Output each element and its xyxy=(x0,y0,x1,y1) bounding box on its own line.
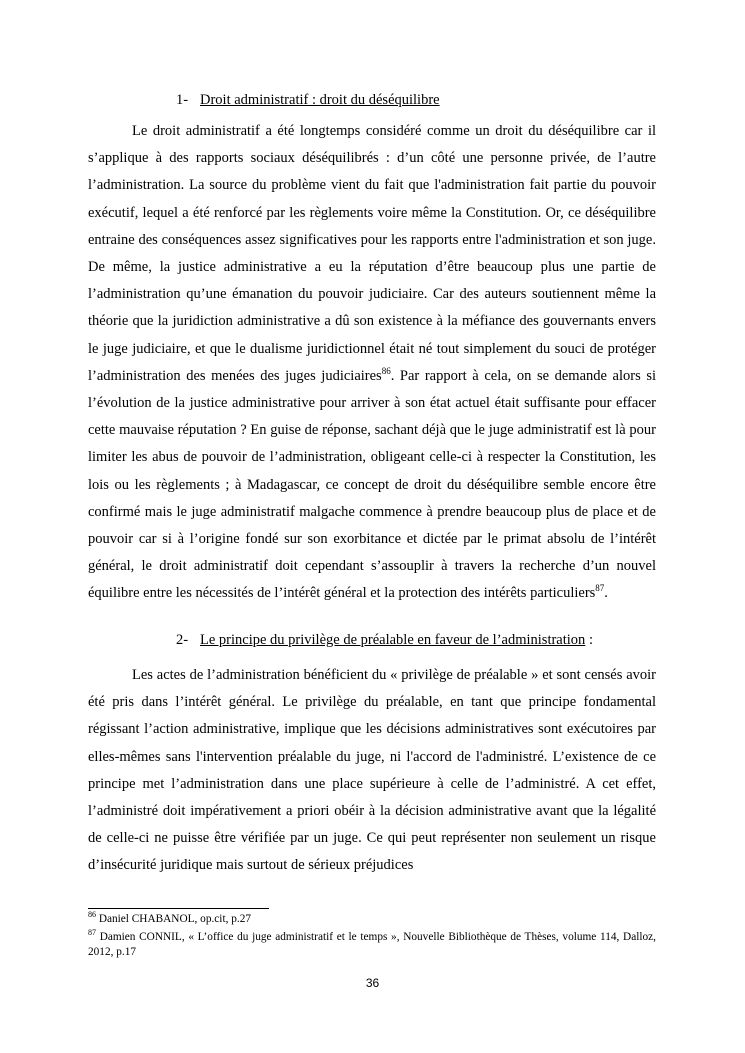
footnote-87-text: Damien CONNIL, « L’office du juge administratif et le temps », Nouvelle Bibliothèque de Thèses, volume 114, Dalloz, 2012, p.17 xyxy=(88,931,656,958)
section-1-heading xyxy=(176,90,440,110)
section-1-number: 1- xyxy=(176,92,189,108)
footnote-separator xyxy=(88,908,269,909)
footnote-ref-87: 87 xyxy=(595,583,605,594)
footnotes xyxy=(88,912,656,963)
section-2-title: Le principe du privilège de préalable en faveur de l’administration xyxy=(200,632,586,648)
section-1-text-b: . Par rapport à cela, on se demande alors si l’évolution de la justice administrative pour arriver à son état actuel était suffisante pour effacer cette mauvaise réputation ? En guise de réponse, sachant déjà que le juge administratif est là pour limiter les abus de pouvoir de l’administration, obligeant celle-ci à respecter la Constitution, les lois ou les règlements ; à Madagascar, ce concept de droit du déséquilibre semble encore être confirmé mais le juge administratif malgache commence à prendre beaucoup plus de place et de pouvoir car si à l’origine fondé sur son exorbitance et dictée par le primat absolu de l’intérêt général, le droit administratif doit cependant s’assouplir à travers la recherche d’un nouvel équilibre entre les nécessités de l’intérêt général et la protection des intérêts particuliers xyxy=(88,367,656,602)
section-2-paragraph xyxy=(88,662,656,880)
section-2-heading xyxy=(176,630,593,650)
section-2-title-suffix: : xyxy=(585,632,593,648)
footnote-87-number: 87 xyxy=(88,928,96,938)
section-1-paragraph xyxy=(88,118,656,608)
footnote-ref-86: 86 xyxy=(381,366,391,376)
section-1-text-a: Le droit administratif a été longtemps considéré comme un droit du déséquilibre car il s’applique à des rapports sociaux déséquilibrés : d’un côté une personne privée, de l’autre l’administration. La source du problème vient du fait que l'administration fait partie du pouvoir exécutif, lequel a été renforcé par les règlements voire même la Constitution. Or, ce déséquilibre entraine des conséquences assez significatives pour les rapports entre l'administration et son juge. De même, la justice administrative a eu la réputation d’être beaucoup plus une partie de l’administration qu’une émanation du pouvoir judiciaire. Car des auteurs soutiennent même la théorie que la juridiction administrative a dû son existence à la méfiance des gouvernants envers le juge judiciaire, et que le dualisme juridictionnel était né tout simplement du souci de protéger l’administration des menées des juges judiciaires xyxy=(88,123,656,384)
footnote-86-number: 86 xyxy=(88,910,96,920)
section-1-title: Droit administratif : droit du déséquilibre xyxy=(200,92,440,108)
footnote-86-text: Daniel CHABANOL, op.cit, p.27 xyxy=(96,913,252,925)
footnote-86 xyxy=(88,912,656,927)
footnote-87 xyxy=(88,930,656,960)
page-number: 36 xyxy=(365,976,380,990)
section-2-number: 2- xyxy=(176,632,189,648)
section-1-text-c: . xyxy=(604,585,608,602)
section-2-text: Les actes de l’administration bénéficient du « privilège de préalable » et sont censés avoir été pris dans l’intérêt général. Le privilège du préalable, en tant que principe fondamental régissant l’action administrative, implique que les décisions administratives sont exécutoires par elles-mêmes sans l'intervention préalable du juge, ni l'accord de l'administré. L’existence de ce principe met l’administration dans une place supérieure à celle de l’administré. A cet effet, l’administré doit impérativement a priori obéir à la décision administrative avant que la légalité de celle-ci ne puisse être vérifiée par un juge. Ce qui peut représenter non seulement un risque d’insécurité juridique mais surtout de sérieux préjudices xyxy=(88,667,656,874)
